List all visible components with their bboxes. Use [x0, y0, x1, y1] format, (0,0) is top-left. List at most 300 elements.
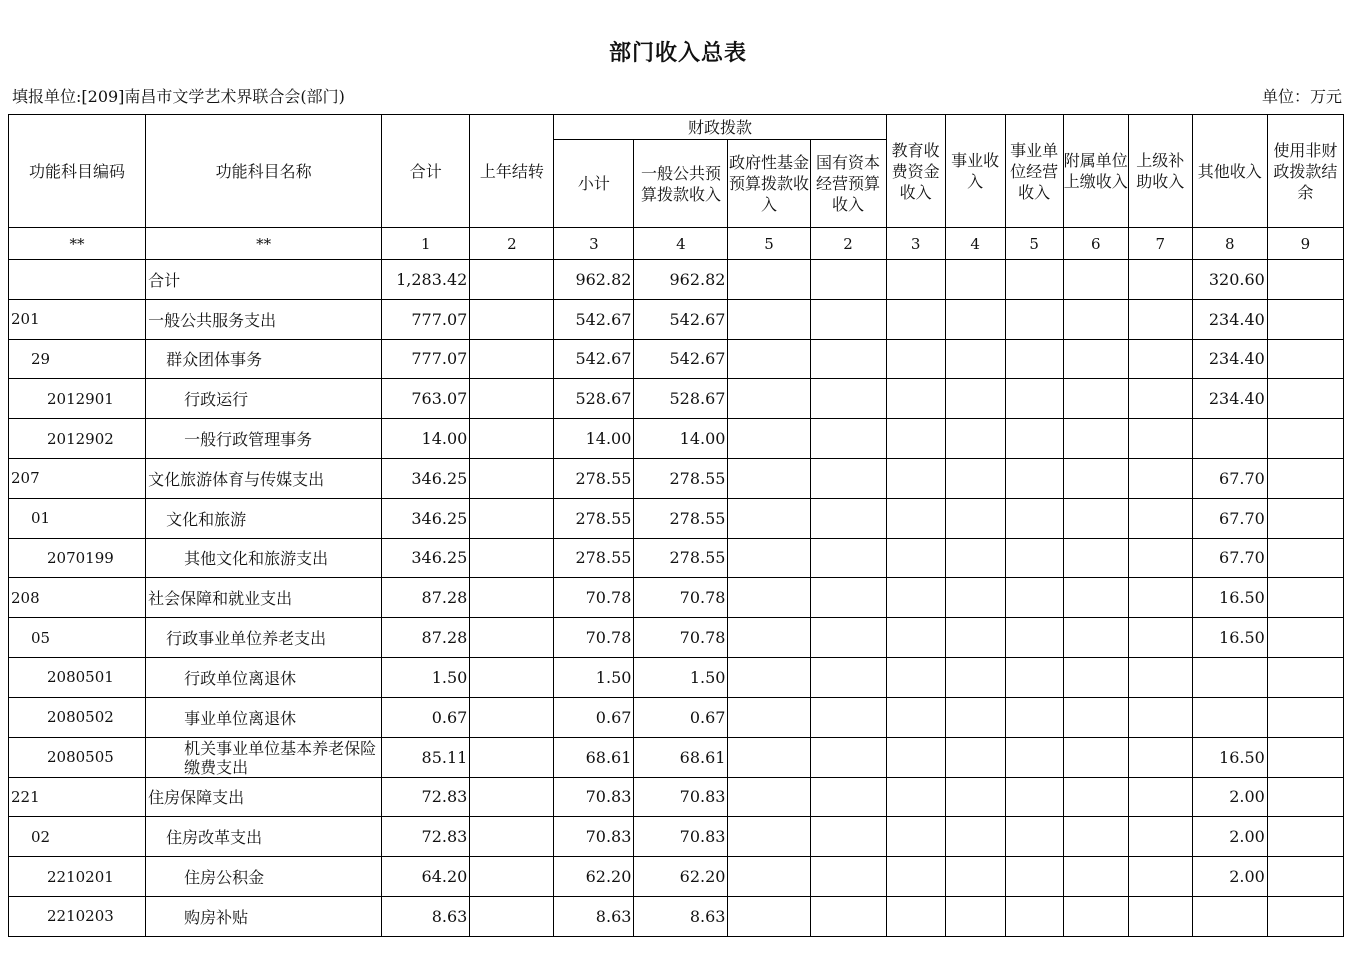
cell-non-fiscal-balance: [1267, 538, 1343, 578]
index-cell: 6: [1063, 228, 1128, 260]
table-row: [9, 339, 1344, 379]
cell-superior-subsidy: [1128, 260, 1192, 300]
index-row: [9, 228, 1344, 260]
cell-name: 住房改革支出: [146, 817, 382, 857]
cell-affiliated: [1063, 538, 1128, 578]
cell-edu-fee: [886, 857, 945, 897]
cell-name: 住房公积金: [146, 857, 382, 897]
table-row: [9, 578, 1344, 618]
cell-business-unit-op: [1005, 777, 1063, 817]
cell-general-budget: 542.67: [634, 339, 728, 379]
cell-other: [1192, 896, 1267, 936]
cell-business-income: [945, 697, 1005, 737]
cell-non-fiscal-balance: [1267, 498, 1343, 538]
header-business-unit-op: 事业单位经营收入: [1005, 115, 1063, 228]
cell-edu-fee: [886, 379, 945, 419]
cell-carryover: [470, 498, 554, 538]
cell-business-unit-op: [1005, 578, 1063, 618]
header-code: 功能科目编码: [9, 115, 146, 228]
cell-gov-fund: [728, 817, 810, 857]
cell-state-capital: [810, 777, 886, 817]
cell-gov-fund: [728, 857, 810, 897]
cell-gov-fund: [728, 538, 810, 578]
cell-superior-subsidy: [1128, 618, 1192, 658]
cell-non-fiscal-balance: [1267, 339, 1343, 379]
cell-code: 2012902: [9, 419, 146, 459]
cell-business-unit-op: [1005, 419, 1063, 459]
header-business-income: 事业收入: [945, 115, 1005, 228]
cell-subtotal: 542.67: [554, 299, 634, 339]
cell-state-capital: [810, 339, 886, 379]
header-superior-subsidy: 上级补助收入: [1128, 115, 1192, 228]
cell-code: 2210203: [9, 896, 146, 936]
cell-carryover: [470, 697, 554, 737]
cell-gov-fund: [728, 339, 810, 379]
cell-affiliated: [1063, 737, 1128, 777]
cell-state-capital: [810, 419, 886, 459]
table-row: [9, 260, 1344, 300]
index-cell: 9: [1267, 228, 1343, 260]
cell-superior-subsidy: [1128, 578, 1192, 618]
table-row: [9, 498, 1344, 538]
cell-affiliated: [1063, 697, 1128, 737]
cell-business-income: [945, 777, 1005, 817]
cell-subtotal: 68.61: [554, 737, 634, 777]
cell-business-unit-op: [1005, 618, 1063, 658]
cell-subtotal: 278.55: [554, 498, 634, 538]
cell-superior-subsidy: [1128, 339, 1192, 379]
cell-gov-fund: [728, 458, 810, 498]
cell-general-budget: 278.55: [634, 458, 728, 498]
cell-business-income: [945, 339, 1005, 379]
cell-name: 行政单位离退休: [146, 657, 382, 697]
cell-superior-subsidy: [1128, 777, 1192, 817]
table-row: [9, 419, 1344, 459]
cell-business-income: [945, 260, 1005, 300]
cell-business-unit-op: [1005, 458, 1063, 498]
cell-affiliated: [1063, 299, 1128, 339]
cell-code: 2080502: [9, 697, 146, 737]
table-row: [9, 697, 1344, 737]
cell-code: 208: [9, 578, 146, 618]
cell-non-fiscal-balance: [1267, 896, 1343, 936]
cell-gov-fund: [728, 657, 810, 697]
cell-total: 777.07: [382, 299, 470, 339]
cell-affiliated: [1063, 498, 1128, 538]
cell-state-capital: [810, 379, 886, 419]
cell-code: 29: [9, 339, 146, 379]
header-name: 功能科目名称: [146, 115, 382, 228]
cell-subtotal: 962.82: [554, 260, 634, 300]
cell-business-income: [945, 896, 1005, 936]
cell-carryover: [470, 857, 554, 897]
cell-gov-fund: [728, 578, 810, 618]
cell-other: 2.00: [1192, 777, 1267, 817]
cell-business-income: [945, 657, 1005, 697]
cell-other: [1192, 419, 1267, 459]
cell-total: 1,283.42: [382, 260, 470, 300]
cell-business-income: [945, 737, 1005, 777]
cell-edu-fee: [886, 538, 945, 578]
cell-state-capital: [810, 498, 886, 538]
cell-business-income: [945, 538, 1005, 578]
cell-gov-fund: [728, 299, 810, 339]
cell-gov-fund: [728, 260, 810, 300]
cell-non-fiscal-balance: [1267, 419, 1343, 459]
cell-other: 234.40: [1192, 339, 1267, 379]
cell-affiliated: [1063, 777, 1128, 817]
cell-other: 2.00: [1192, 817, 1267, 857]
cell-edu-fee: [886, 498, 945, 538]
cell-carryover: [470, 817, 554, 857]
index-cell: 1: [382, 228, 470, 260]
cell-name: 合计: [146, 260, 382, 300]
cell-non-fiscal-balance: [1267, 777, 1343, 817]
table-row: [9, 538, 1344, 578]
header-total: 合计: [382, 115, 470, 228]
cell-business-unit-op: [1005, 896, 1063, 936]
cell-code: 2012901: [9, 379, 146, 419]
index-cell: 4: [945, 228, 1005, 260]
cell-business-income: [945, 498, 1005, 538]
table-body: [9, 260, 1344, 937]
cell-subtotal: 14.00: [554, 419, 634, 459]
cell-subtotal: 70.78: [554, 578, 634, 618]
cell-other: 67.70: [1192, 498, 1267, 538]
cell-general-budget: 528.67: [634, 379, 728, 419]
cell-other: 234.40: [1192, 299, 1267, 339]
cell-state-capital: [810, 657, 886, 697]
cell-state-capital: [810, 857, 886, 897]
cell-code: [9, 260, 146, 300]
cell-subtotal: 542.67: [554, 339, 634, 379]
cell-other: 234.40: [1192, 379, 1267, 419]
table-row: [9, 777, 1344, 817]
income-table: [8, 114, 1344, 937]
cell-general-budget: 278.55: [634, 498, 728, 538]
cell-state-capital: [810, 538, 886, 578]
cell-code: 02: [9, 817, 146, 857]
cell-name: 行政事业单位养老支出: [146, 618, 382, 658]
cell-subtotal: 8.63: [554, 896, 634, 936]
cell-superior-subsidy: [1128, 538, 1192, 578]
cell-business-income: [945, 419, 1005, 459]
cell-business-unit-op: [1005, 697, 1063, 737]
cell-name: 事业单位离退休: [146, 697, 382, 737]
cell-business-unit-op: [1005, 657, 1063, 697]
cell-total: 87.28: [382, 578, 470, 618]
index-cell: 2: [810, 228, 886, 260]
cell-subtotal: 0.67: [554, 697, 634, 737]
index-cell: 3: [886, 228, 945, 260]
cell-non-fiscal-balance: [1267, 458, 1343, 498]
cell-superior-subsidy: [1128, 498, 1192, 538]
cell-total: 64.20: [382, 857, 470, 897]
cell-state-capital: [810, 697, 886, 737]
header-general-budget: 一般公共预算拨款收入: [634, 140, 728, 228]
cell-non-fiscal-balance: [1267, 578, 1343, 618]
index-cell: 5: [1005, 228, 1063, 260]
cell-superior-subsidy: [1128, 737, 1192, 777]
cell-general-budget: 14.00: [634, 419, 728, 459]
cell-carryover: [470, 299, 554, 339]
cell-business-unit-op: [1005, 498, 1063, 538]
cell-business-unit-op: [1005, 538, 1063, 578]
cell-business-unit-op: [1005, 260, 1063, 300]
cell-subtotal: 1.50: [554, 657, 634, 697]
cell-code: 01: [9, 498, 146, 538]
header-non-fiscal-balance: 使用非财政拨款结余: [1267, 115, 1343, 228]
cell-affiliated: [1063, 419, 1128, 459]
cell-code: 05: [9, 618, 146, 658]
cell-gov-fund: [728, 498, 810, 538]
cell-other: 67.70: [1192, 458, 1267, 498]
cell-business-unit-op: [1005, 299, 1063, 339]
cell-business-income: [945, 299, 1005, 339]
cell-business-unit-op: [1005, 817, 1063, 857]
cell-carryover: [470, 458, 554, 498]
cell-business-unit-op: [1005, 857, 1063, 897]
header-row-top: [9, 115, 1344, 140]
cell-affiliated: [1063, 896, 1128, 936]
cell-subtotal: 528.67: [554, 379, 634, 419]
cell-subtotal: 70.78: [554, 618, 634, 658]
cell-edu-fee: [886, 299, 945, 339]
cell-state-capital: [810, 817, 886, 857]
cell-business-unit-op: [1005, 339, 1063, 379]
cell-state-capital: [810, 737, 886, 777]
cell-business-income: [945, 458, 1005, 498]
cell-business-income: [945, 857, 1005, 897]
cell-total: 346.25: [382, 538, 470, 578]
cell-superior-subsidy: [1128, 817, 1192, 857]
cell-non-fiscal-balance: [1267, 817, 1343, 857]
cell-name: 群众团体事务: [146, 339, 382, 379]
cell-name: 一般公共服务支出: [146, 299, 382, 339]
cell-carryover: [470, 657, 554, 697]
cell-total: 72.83: [382, 817, 470, 857]
cell-code: 221: [9, 777, 146, 817]
cell-business-unit-op: [1005, 379, 1063, 419]
cell-general-budget: 68.61: [634, 737, 728, 777]
cell-affiliated: [1063, 260, 1128, 300]
table-row: [9, 657, 1344, 697]
cell-name: 文化旅游体育与传媒支出: [146, 458, 382, 498]
cell-superior-subsidy: [1128, 458, 1192, 498]
cell-carryover: [470, 777, 554, 817]
cell-edu-fee: [886, 339, 945, 379]
cell-superior-subsidy: [1128, 857, 1192, 897]
cell-other: 16.50: [1192, 578, 1267, 618]
cell-other: 2.00: [1192, 857, 1267, 897]
cell-other: 16.50: [1192, 618, 1267, 658]
cell-edu-fee: [886, 260, 945, 300]
cell-general-budget: 542.67: [634, 299, 728, 339]
cell-subtotal: 70.83: [554, 777, 634, 817]
cell-state-capital: [810, 578, 886, 618]
cell-name: 住房保障支出: [146, 777, 382, 817]
cell-superior-subsidy: [1128, 697, 1192, 737]
cell-other: 320.60: [1192, 260, 1267, 300]
cell-total: 0.67: [382, 697, 470, 737]
cell-business-unit-op: [1005, 737, 1063, 777]
cell-total: 87.28: [382, 618, 470, 658]
cell-non-fiscal-balance: [1267, 299, 1343, 339]
cell-affiliated: [1063, 339, 1128, 379]
cell-name: 其他文化和旅游支出: [146, 538, 382, 578]
cell-superior-subsidy: [1128, 419, 1192, 459]
table-row: [9, 458, 1344, 498]
cell-carryover: [470, 538, 554, 578]
table-row: [9, 379, 1344, 419]
cell-carryover: [470, 578, 554, 618]
cell-business-income: [945, 817, 1005, 857]
table-row: [9, 896, 1344, 936]
cell-carryover: [470, 339, 554, 379]
cell-total: 346.25: [382, 498, 470, 538]
cell-non-fiscal-balance: [1267, 737, 1343, 777]
cell-name: 购房补贴: [146, 896, 382, 936]
cell-name: 社会保障和就业支出: [146, 578, 382, 618]
cell-gov-fund: [728, 697, 810, 737]
cell-edu-fee: [886, 697, 945, 737]
index-cell: 3: [554, 228, 634, 260]
cell-general-budget: 8.63: [634, 896, 728, 936]
cell-name: 行政运行: [146, 379, 382, 419]
cell-total: 346.25: [382, 458, 470, 498]
index-cell: 7: [1128, 228, 1192, 260]
cell-subtotal: 62.20: [554, 857, 634, 897]
header-state-capital: 国有资本经营预算收入: [810, 140, 886, 228]
cell-other: 16.50: [1192, 737, 1267, 777]
cell-edu-fee: [886, 657, 945, 697]
cell-state-capital: [810, 896, 886, 936]
table-row: [9, 299, 1344, 339]
cell-affiliated: [1063, 817, 1128, 857]
cell-general-budget: 70.83: [634, 777, 728, 817]
cell-carryover: [470, 896, 554, 936]
cell-code: 201: [9, 299, 146, 339]
cell-carryover: [470, 737, 554, 777]
cell-affiliated: [1063, 618, 1128, 658]
cell-edu-fee: [886, 618, 945, 658]
cell-general-budget: 70.78: [634, 618, 728, 658]
cell-non-fiscal-balance: [1267, 857, 1343, 897]
cell-non-fiscal-balance: [1267, 657, 1343, 697]
page-title: 部门收入总表: [608, 40, 747, 66]
cell-superior-subsidy: [1128, 299, 1192, 339]
cell-affiliated: [1063, 379, 1128, 419]
cell-edu-fee: [886, 458, 945, 498]
cell-carryover: [470, 379, 554, 419]
cell-gov-fund: [728, 618, 810, 658]
cell-total: 763.07: [382, 379, 470, 419]
cell-general-budget: 962.82: [634, 260, 728, 300]
cell-code: 2070199: [9, 538, 146, 578]
cell-name: 机关事业单位基本养老保险缴费支出: [146, 737, 382, 777]
cell-edu-fee: [886, 419, 945, 459]
header-edu-fee: 教育收费资金收入: [886, 115, 945, 228]
cell-subtotal: 278.55: [554, 458, 634, 498]
cell-other: [1192, 657, 1267, 697]
cell-other: [1192, 697, 1267, 737]
cell-general-budget: 70.83: [634, 817, 728, 857]
header-subtotal: 小计: [554, 140, 634, 228]
index-cell: 2: [470, 228, 554, 260]
cell-total: 14.00: [382, 419, 470, 459]
cell-edu-fee: [886, 896, 945, 936]
cell-affiliated: [1063, 578, 1128, 618]
cell-superior-subsidy: [1128, 896, 1192, 936]
index-cell: 8: [1192, 228, 1267, 260]
cell-business-income: [945, 578, 1005, 618]
index-cell: 5: [728, 228, 810, 260]
cell-non-fiscal-balance: [1267, 379, 1343, 419]
cell-code: 2080501: [9, 657, 146, 697]
cell-total: 8.63: [382, 896, 470, 936]
cell-gov-fund: [728, 896, 810, 936]
header-other: 其他收入: [1192, 115, 1267, 228]
cell-carryover: [470, 419, 554, 459]
cell-gov-fund: [728, 419, 810, 459]
cell-other: 67.70: [1192, 538, 1267, 578]
cell-code: 2210201: [9, 857, 146, 897]
reporting-unit: 填报单位:[209]南昌市文学艺术界联合会(部门): [12, 87, 345, 106]
header-affiliated: 附属单位上缴收入: [1063, 115, 1128, 228]
cell-general-budget: 1.50: [634, 657, 728, 697]
cell-state-capital: [810, 458, 886, 498]
cell-edu-fee: [886, 817, 945, 857]
cell-non-fiscal-balance: [1267, 260, 1343, 300]
cell-total: 1.50: [382, 657, 470, 697]
header-fiscal-group: 财政拨款: [554, 115, 886, 140]
cell-state-capital: [810, 299, 886, 339]
table-row: [9, 618, 1344, 658]
cell-edu-fee: [886, 777, 945, 817]
cell-total: 777.07: [382, 339, 470, 379]
index-cell: 4: [634, 228, 728, 260]
cell-business-income: [945, 379, 1005, 419]
cell-affiliated: [1063, 657, 1128, 697]
cell-non-fiscal-balance: [1267, 697, 1343, 737]
cell-superior-subsidy: [1128, 379, 1192, 419]
cell-gov-fund: [728, 737, 810, 777]
cell-general-budget: 278.55: [634, 538, 728, 578]
cell-general-budget: 62.20: [634, 857, 728, 897]
cell-state-capital: [810, 618, 886, 658]
cell-non-fiscal-balance: [1267, 618, 1343, 658]
cell-subtotal: 278.55: [554, 538, 634, 578]
cell-code: 2080505: [9, 737, 146, 777]
cell-name: 文化和旅游: [146, 498, 382, 538]
cell-affiliated: [1063, 857, 1128, 897]
cell-subtotal: 70.83: [554, 817, 634, 857]
table-row: [9, 857, 1344, 897]
currency-unit: 单位：万元: [1261, 87, 1342, 106]
cell-total: 72.83: [382, 777, 470, 817]
cell-business-income: [945, 618, 1005, 658]
cell-code: 207: [9, 458, 146, 498]
index-cell: **: [146, 228, 382, 260]
cell-name: 一般行政管理事务: [146, 419, 382, 459]
cell-edu-fee: [886, 737, 945, 777]
cell-gov-fund: [728, 777, 810, 817]
cell-superior-subsidy: [1128, 657, 1192, 697]
cell-carryover: [470, 618, 554, 658]
cell-gov-fund: [728, 379, 810, 419]
cell-general-budget: 0.67: [634, 697, 728, 737]
cell-state-capital: [810, 260, 886, 300]
